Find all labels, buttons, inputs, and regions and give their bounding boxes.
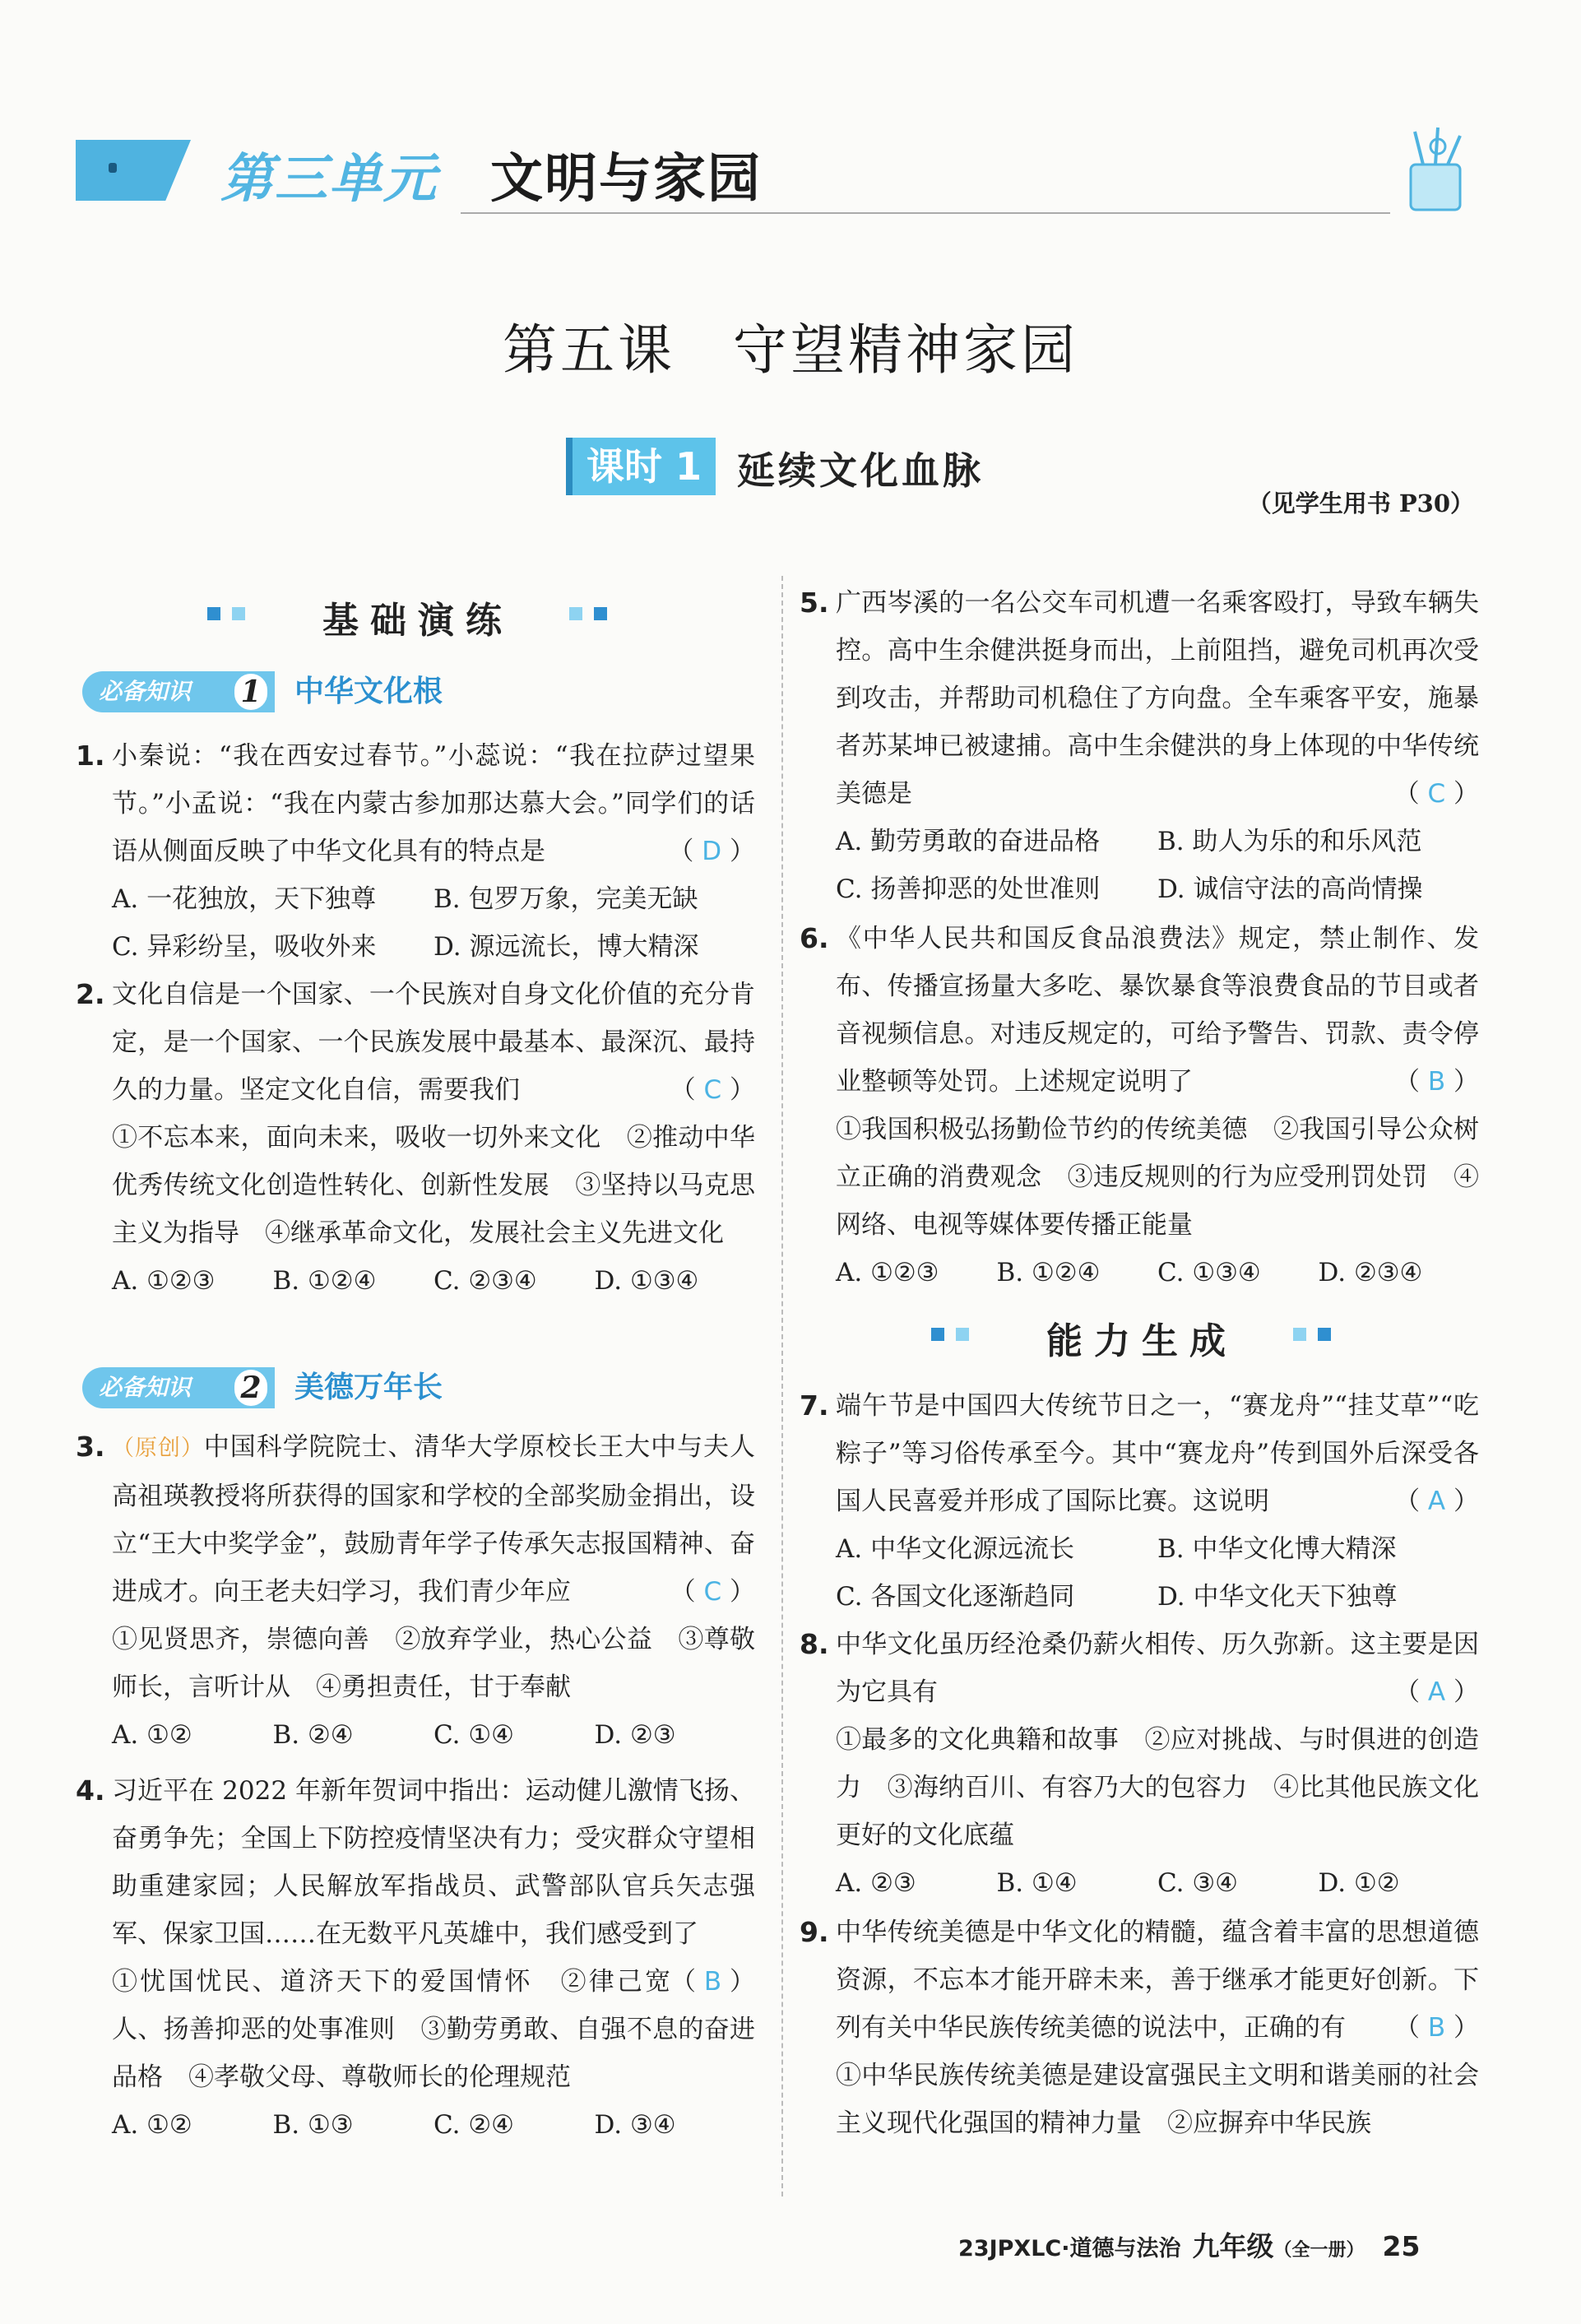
question-stem: 小秦说：“我在西安过春节。”小蕊说：“我在拉萨过望果节。”小孟说：“我在内蒙古参加那达慕大会。”同学们的话语从侧面反映了中华文化具有的特点是: [112, 741, 755, 866]
question-7: [800, 1382, 1479, 1621]
option: D. ②③: [594, 1720, 676, 1750]
question-number: 4.: [76, 1774, 105, 1807]
option: C. ②③④: [434, 1266, 537, 1296]
option: D. 诚信守法的高尚情操: [1157, 874, 1423, 904]
period-title: 延续文化血脉: [737, 448, 984, 493]
question-6: [800, 915, 1479, 1297]
question-number: 5.: [800, 587, 829, 619]
option: B. 包罗万象，完美无缺: [434, 884, 698, 914]
answer: D: [702, 837, 722, 866]
question-items: ①我国积极弘扬勤俭节约的传统美德 ②我国引导公众树立正确的消费观念 ③违反规则的行为应受刑罚处罚 ④网络、电视等媒体要传播正能量: [836, 1115, 1479, 1240]
answer-bracket: （ C ）: [670, 1568, 755, 1616]
knowledge-point-2: [82, 1367, 477, 1408]
lesson-title: 第五课 守望精神家园: [503, 318, 1078, 382]
grade: 九年级: [1192, 2230, 1274, 2262]
option: C. ③④: [1157, 1868, 1238, 1898]
unit-banner-bar: [76, 140, 191, 201]
options: [112, 1257, 755, 1305]
option: B. 中华文化博大精深: [1157, 1534, 1397, 1564]
section-basic-title: 基础演练: [322, 600, 513, 642]
answer: A: [1427, 1487, 1446, 1516]
option: D. ①②: [1318, 1868, 1400, 1898]
reference-note: （见学生用书 P30）: [1247, 489, 1474, 517]
kp-tag: 必备知识: [82, 1367, 275, 1408]
option: A. 一花独放，天下独尊: [112, 884, 377, 914]
option: A. 勤劳勇敢的奋进品格: [836, 827, 1101, 856]
option: A. ①②③: [112, 1266, 216, 1296]
options: [112, 875, 755, 971]
answer-bracket: （ D ）: [668, 828, 755, 875]
question-stem: 端午节是中国四大传统节日之一，“赛龙舟”“挂艾草”“吃粽子”等习俗传承至今。其中“赛龙舟”传到国外后深受各国人民喜爱并形成了国际比赛。这说明: [836, 1391, 1479, 1516]
option: D. ①③④: [594, 1266, 699, 1296]
question-number: 6.: [800, 922, 829, 954]
answer-bracket: （ B ）: [1394, 1058, 1479, 1106]
option: C. ②④: [434, 2110, 514, 2140]
page-number: 25: [1382, 2230, 1421, 2262]
option: B. ①②④: [272, 1266, 377, 1296]
kp-title: 中华文化根: [294, 675, 443, 708]
period-label: 课时 1: [566, 438, 716, 495]
options: [112, 1711, 755, 1759]
answer: B: [703, 1967, 722, 1997]
option: A. ②③: [836, 1868, 916, 1898]
question-9: [800, 1909, 1479, 2147]
option: A. ①②: [112, 1720, 192, 1750]
question-items: ①见贤思齐，崇德向善 ②放弃学业，热心公益 ③尊敬师长，言听计从 ④勇担责任，甘于奉献: [112, 1625, 755, 1702]
unit-underline: [461, 212, 1390, 214]
question-items: ①最多的文化典籍和故事 ②应对挑战、与时俱进的创造力 ③海纳百川、有容乃大的包容力 ④比其他民族文化更好的文化底蕴: [836, 1725, 1479, 1850]
kp-number: 2: [232, 1367, 270, 1408]
option: D. 源远流长，博大精深: [434, 932, 699, 962]
unit-title: 文明与家园: [490, 149, 762, 210]
question-stem: 《中华人民共和国反食品浪费法》规定，禁止制作、发布、传播宣扬量大多吃、暴饮暴食等浪费食品的节目或者音视频信息。对违反规定的，可给予警告、罚款、责令停业整顿等处罚。上述规定说明了: [836, 924, 1479, 1097]
book-code: 23JPXLC·道德与法治: [958, 2236, 1181, 2261]
option: B. ①③: [272, 2110, 354, 2140]
answer-bracket: （ C ）: [1394, 770, 1479, 818]
section-ability-title: 能力生成: [1046, 1320, 1237, 1362]
options: [836, 818, 1479, 913]
option: C. ①④: [434, 1720, 514, 1750]
section-marker-icon: [956, 1328, 969, 1341]
answer-bracket: （ A ）: [1394, 1668, 1479, 1716]
question-stem: 广西岑溪的一名公交车司机遭一名乘客殴打，导致车辆失控。高中生余健洪挺身而出，上前阻挡，避免司机再次受到攻击，并帮助司机稳住了方向盘。全车乘客平安，施暴者苏某坤已被逮捕。高中生余健洪的身上体现的中华传统美德是: [836, 588, 1479, 809]
option: A. ①②③: [836, 1258, 939, 1287]
question-4: [76, 1767, 755, 2149]
option: B. ①②④: [996, 1258, 1101, 1287]
option: B. ②④: [272, 1720, 354, 1750]
section-marker-icon: [569, 607, 582, 620]
question-2: [76, 971, 755, 1305]
answer: B: [1427, 2013, 1446, 2043]
question-items: ①中华民族传统美德是建设富强民主文明和谐美丽的社会主义现代化强国的精神力量 ②应摒弃中华民族: [836, 2061, 1479, 2138]
stationery-cup-icon: [1398, 123, 1472, 214]
answer: A: [1427, 1677, 1446, 1707]
section-marker-icon: [1318, 1328, 1331, 1341]
section-marker-icon: [232, 607, 245, 620]
option: A. ①②: [112, 2110, 192, 2140]
section-marker-icon: [594, 607, 607, 620]
section-marker-icon: [931, 1328, 944, 1341]
question-number: 1.: [76, 740, 105, 772]
option: B. ①④: [996, 1868, 1078, 1898]
volume: （全一册）: [1273, 2240, 1365, 2261]
question-3: [76, 1423, 755, 1759]
option: C. 扬善抑恶的处世准则: [836, 874, 1101, 904]
option: D. 中华文化天下独尊: [1157, 1582, 1398, 1612]
answer: C: [703, 1075, 722, 1105]
option: D. ③④: [594, 2110, 676, 2140]
question-number: 8.: [800, 1628, 829, 1660]
section-marker-icon: [207, 607, 220, 620]
question-1: [76, 732, 755, 971]
section-marker-icon: [1293, 1328, 1306, 1341]
options: [112, 2101, 755, 2149]
question-5: [800, 579, 1479, 913]
option: B. 助人为乐的和乐风范: [1157, 827, 1422, 856]
option: D. ②③④: [1318, 1258, 1423, 1287]
option: C. ①③④: [1157, 1258, 1261, 1287]
answer: B: [1427, 1067, 1446, 1097]
knowledge-point-1: [82, 671, 477, 712]
question-stem: 中华传统美德是中华文化的精髓，蕴含着丰富的思想道德资源，不忘本才能开辟未来，善于继承才能更好创新。下列有关中华民族传统美德的说法中，正确的有: [836, 1918, 1479, 2043]
unit-number: 第三单元: [220, 149, 438, 210]
question-number: 9.: [800, 1916, 829, 1948]
answer-bracket: （ B ）: [1394, 2004, 1479, 2052]
kp-title: 美德万年长: [294, 1371, 443, 1404]
question-stem: 文化自信是一个国家、一个民族对自身文化价值的充分肯定，是一个国家、一个民族发展中最基本、最深沉、最持久的力量。坚定文化自信，需要我们: [112, 980, 755, 1105]
question-stem: 中华文化虽历经沧桑仍薪火相传、历久弥新。这主要是因为它具有: [836, 1630, 1479, 1707]
options: [836, 1859, 1479, 1907]
answer: C: [1427, 779, 1446, 809]
answer-bracket: （ C ）: [670, 1066, 755, 1114]
kp-tag: 必备知识: [82, 671, 275, 712]
options: [836, 1249, 1479, 1297]
answer-bracket: （ B ）: [670, 1958, 755, 2006]
options: [836, 1525, 1479, 1621]
question-number: 7.: [800, 1389, 829, 1422]
option: A. 中华文化源远流长: [836, 1534, 1075, 1564]
answer: C: [703, 1577, 722, 1607]
question-stem: 习近平在 2022 年新年贺词中指出：运动健儿激情飞扬、奋勇争先；全国上下防控疫情坚决有力；受灾群众守望相助重建家园；人民解放军指战员、武警部队官兵矢志强军、保家卫国……在无数平凡英雄中，我们感受到了: [112, 1776, 755, 1949]
option: C. 各国文化逐渐趋同: [836, 1582, 1075, 1612]
kp-number: 1: [232, 671, 270, 712]
question-stem: 中国科学院院士、清华大学原校长王大中与夫人高祖瑛教授将所获得的国家和学校的全部奖励金捐出，设立“王大中奖学金”，鼓励青年学子传承矢志报国精神、奋进成才。向王老夫妇学习，我们青少年应: [112, 1432, 756, 1607]
column-divider: [781, 576, 783, 2196]
page-footer: [958, 2225, 1420, 2264]
question-items: ①忧国忧民、道济天下的爱国情怀 ②律己宽人、扬善抑恶的处事准则 ③勤劳勇敢、自强不息的奋进品格 ④孝敬父母、尊敬师长的伦理规范: [112, 1967, 755, 2092]
option: C. 异彩纷呈，吸收外来: [112, 932, 377, 962]
answer-bracket: （ A ）: [1394, 1477, 1479, 1525]
original-badge: （原创）: [112, 1436, 204, 1461]
question-number: 3.: [76, 1431, 105, 1463]
question-8: [800, 1621, 1479, 1907]
question-items: ①不忘本来，面向未来，吸收一切外来文化 ②推动中华优秀传统文化创造性转化、创新性发展 ③坚持以马克思主义为指导 ④继承革命文化，发展社会主义先进文化: [112, 1123, 755, 1248]
question-number: 2.: [76, 978, 105, 1010]
banner-dot-icon: [109, 163, 117, 173]
